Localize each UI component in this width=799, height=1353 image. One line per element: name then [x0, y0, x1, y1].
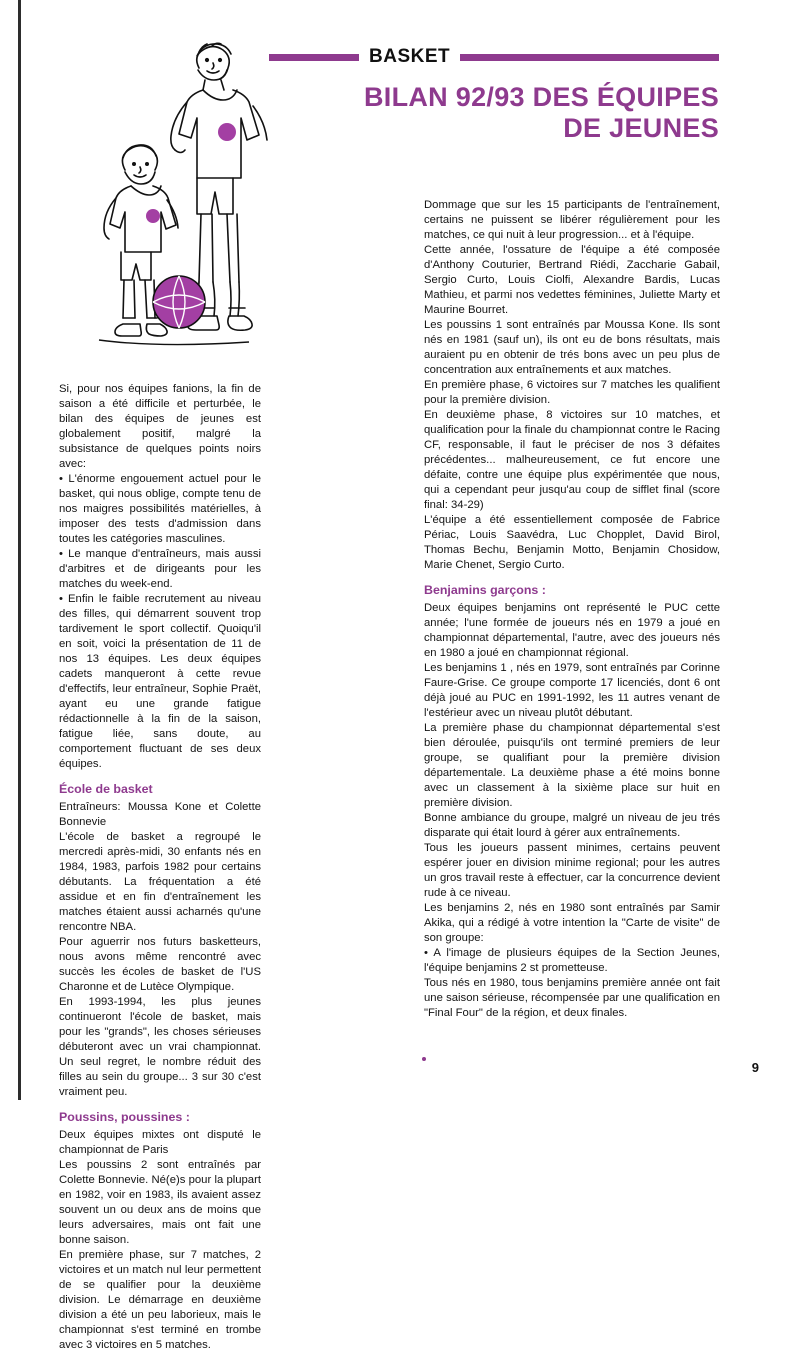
paragraph: En 1993-1994, les plus jeunes continueront l'école de basket, mais pour les "grands", les choses sérieuses débuteront avec un vrai championnat. Un seul regret, le nombre réduit des filles au sein du groupe... 3 sur 30 c'est vraiment peu.: [59, 996, 261, 1099]
section-heading-poussins-poussines: Poussins, poussines :: [59, 1110, 190, 1125]
cartoon-illustration: [79, 40, 269, 380]
paragraph: Deux équipes mixtes ont disputé le championnat de Paris: [59, 1128, 261, 1156]
kicker-row: [269, 44, 719, 70]
paragraph: Tous nés en 1980, tous benjamins première année ont fait une saison sérieuse, récompensée par une qualification en "Final Four" de la région, et deux finales.: [424, 977, 720, 1020]
paragraph: La première phase du championnat départemental s'est bien déroulée, puisqu'ils ont terminé premiers de leur groupe, se qualifiant pour la première division départementale. La deuxième phase a été moins bonne avec un classement à la sixième place sur huit en première division.: [424, 722, 720, 810]
paragraph: Si, pour nos équipes fanions, la fin de saison a été difficile et perturbée, le bilan des équipes de jeunes est globalement positif, malgré la subsistance de quelques points noirs avec:: [59, 383, 261, 471]
page-title-line2: DE JEUNES: [563, 113, 719, 144]
paragraph: Les poussins 2 sont entraînés par Colette Bonnevie. Né(e)s pour la plupart en 1982, voir en 1983, ils avaient assez souvent un ou deux ans de moins que leurs adversaires, mais ont fait une bonne saison.: [59, 1158, 261, 1246]
section-heading-benjamins-garcons: Benjamins garçons :: [424, 583, 546, 598]
paragraph: Les poussins 1 sont entraînés par Moussa Kone. Ils sont nés en 1981 (sauf un), ils ont eu de bons résultats, mais auraient pu en obtenir de trés bons avec un peu plus de concentration aux entraînements et aux matches.: [424, 319, 720, 377]
paragraph: Cette année, l'ossature de l'équipe a été composée d'Anthony Couturier, Bertrand Riédi, Zaccharie Gabail, Sergio Curto, Louis Ciolfi, Alexandre Bardis, Lucas Mathieu, et parmi nos vedettes féminines, Juliette Marty et Maurine Bourret.: [424, 244, 720, 317]
paragraph: Dommage que sur les 15 participants de l'entraînement, certains ne puissent se libérer régulièrement pour les matches, ce qui nuit à leur progression... et à l'équipe.: [424, 199, 720, 242]
paragraph: Tous les joueurs passent minimes, certains peuvent espérer jouer en division minime regional; pour les autres un gros travail reste à effectuer, car la concurrence devient rude à ce niveau.: [424, 842, 720, 900]
kicker-rule-left: [269, 54, 359, 61]
paragraph: Pour aguerrir nos futurs basketteurs, nous avons même rencontré avec succès les écoles de basket de l'US Charonne et de Lutèce Olympique.: [59, 936, 261, 994]
section-heading-ecole-de-basket: École de basket: [59, 782, 153, 797]
paragraph: En première phase, 6 victoires sur 7 matches les qualifient pour la première division.: [424, 379, 720, 407]
paragraph: Deux équipes benjamins ont représenté le PUC cette année; l'une formée de joueurs nés en 1979 a joué en championnat départemental, l'autre, avec des joueurs nés en 1980 a joué en championnat régional.: [424, 601, 720, 659]
paragraph: En première phase, sur 7 matches, 2 victoires et un match nul leur permettent de se qualifier pour la deuxième division. Le démarrage en deuxième division a été un peu laborieux, mais le championnat s'est terminé en trombe avec 3 victoires en 5 matches.: [59, 1248, 261, 1351]
page-left-rule: [18, 0, 21, 1100]
right-column: [424, 198, 720, 1021]
kicker-label: BASKET: [369, 46, 451, 67]
paragraph: • L'énorme engouement actuel pour le basket, qui nous oblige, compte tenu de nos maigres possibilités matérielles, à imposer des tests d'admission dans toutes les catégories masculines.: [59, 473, 261, 546]
paragraph: En deuxième phase, 8 victoires sur 10 matches, et qualification pour la finale du championnat contre le Racing CF, responsable, il faut le préciser de nos 3 défaites précédentes... malheureusement, ce fut encore une défaite, contre une équipe plus expérimentée que nous, qui a cependant peur jusqu'au coup de sifflet final (score final: 34-29): [424, 409, 720, 512]
paragraph: L'école de basket a regroupé le mercredi après-midi, 30 enfants nés en 1984, 1983, parfois 1982 pour certains débutants. La fréquentation a été assidue et en fin d'entraînement les matches étaient aussi acharnés qu'une rencontre NBA.: [59, 830, 261, 934]
paragraph: • Le manque d'entraîneurs, mais aussi d'arbitres et de dirigeants pour les matches du week-end.: [59, 548, 261, 591]
paragraph: Bonne ambiance du groupe, malgré un niveau de jeu trés disparate qui était lourd à gérer aux entraînements.: [424, 812, 720, 840]
page-number: 9: [751, 1060, 759, 1075]
purple-dot-mark: [422, 1057, 426, 1061]
paragraph: L'équipe a été essentiellement composée de Fabrice Périac, Louis Saavédra, Luc Chopplet, David Birol, Thomas Bechu, Benjamin Motto, Benjamin Chosidow, Marie Chenet, Sergio Curto.: [424, 514, 720, 572]
page-title: [269, 82, 719, 145]
page-title-line1: BILAN 92/93 DES ÉQUIPES: [363, 82, 719, 112]
kicker-rule-right: [460, 54, 719, 61]
paragraph: • Enfin le faible recrutement au niveau des filles, qui démarrent souvent trop tardivement le sport collectif. Quoiqu'il en soit, voici la présentation de 11 de nos 13 équipes. Les deux équipes cadets manqueront à cette revue d'effectifs, leur entraîneur, Sophie Praët, ayant eu une grande fatigue rédactionnelle à la fin de la saison, fatigue liée, sans doute, au comportement fluctuant de ses deux équipes.: [59, 593, 261, 771]
left-column: [59, 382, 261, 1353]
article-header: [269, 44, 719, 145]
paragraph: Les benjamins 2, nés en 1980 sont entraînés par Samir Akika, qui a rédigé à votre intention la "Carte de visite" de son groupe:: [424, 902, 720, 945]
page-content: [24, 0, 799, 1351]
paragraph: Entraîneurs: Moussa Kone et Colette Bonnevie: [59, 800, 261, 828]
paragraph: • A l'image de plusieurs équipes de la Section Jeunes, l'équipe benjamins 2 st prometteuse.: [424, 947, 720, 975]
paragraph: Les benjamins 1 , nés en 1979, sont entraînés par Corinne Faure-Grise. Ce groupe comporte 17 licenciés, dont 6 ont déjà joué au PUC en 1991-1992, les 11 autres venant de l'estérieur avec un niveau plutôt débutant.: [424, 661, 720, 719]
